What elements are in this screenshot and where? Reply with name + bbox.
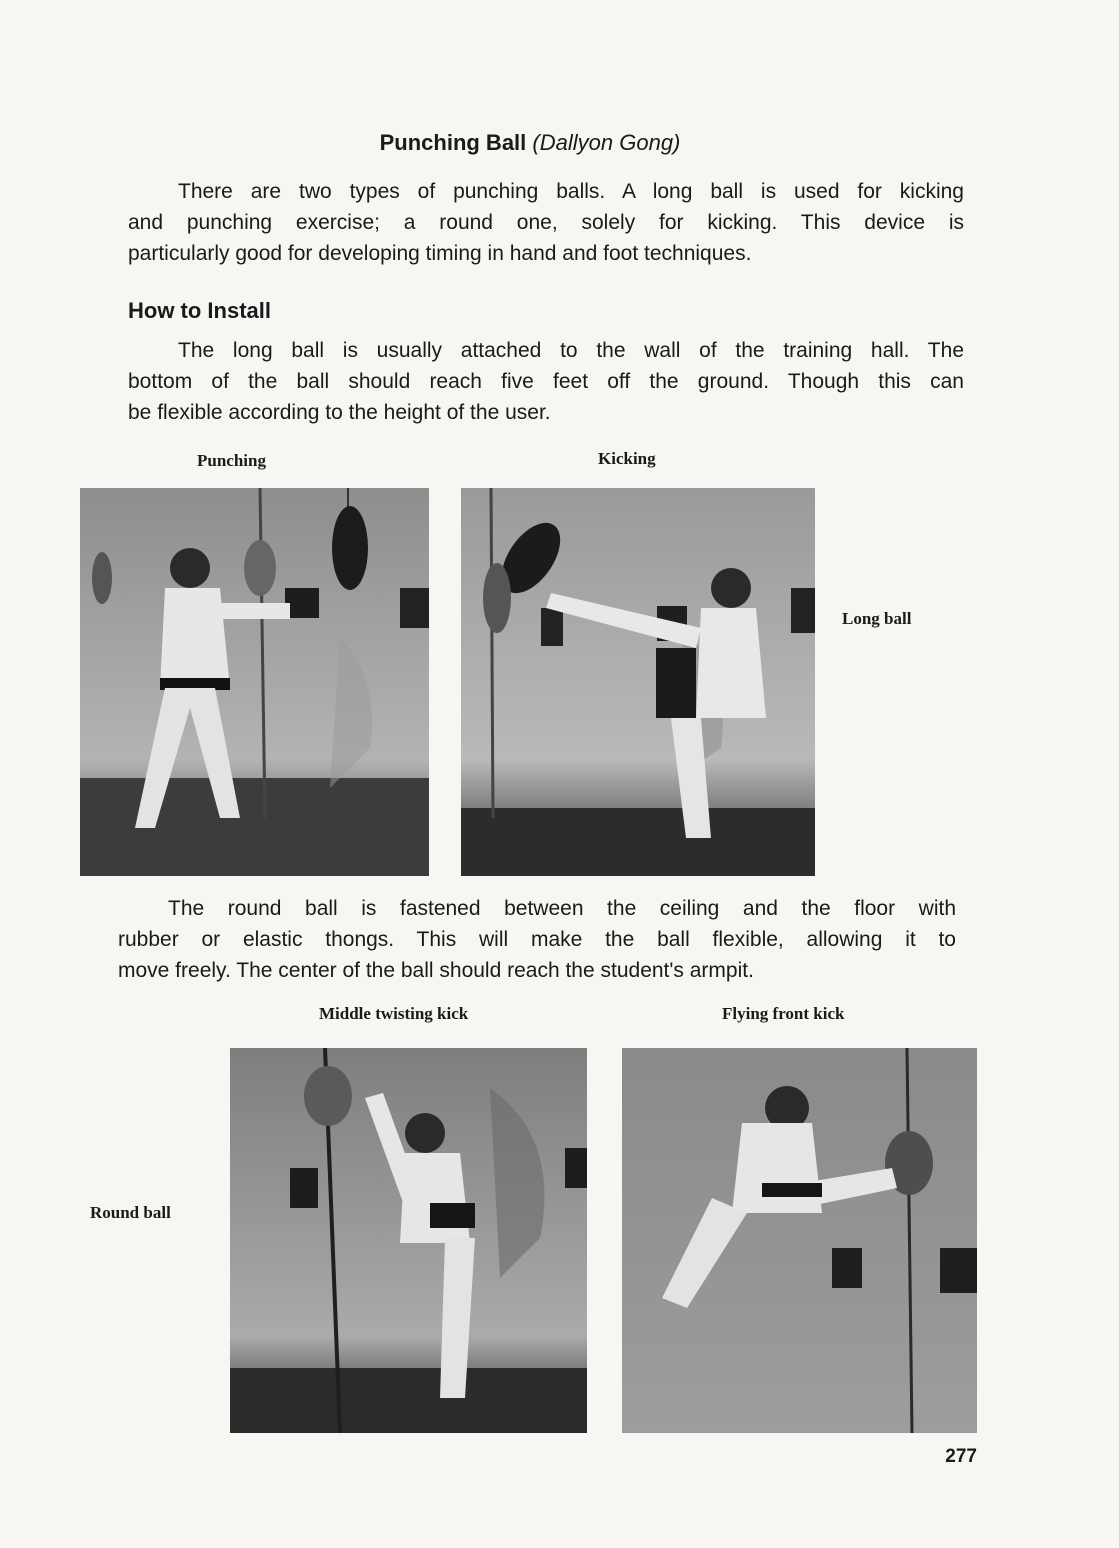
photo-flying-front-kick — [622, 1048, 977, 1433]
label-round-ball: Round ball — [90, 1203, 171, 1222]
intro-line: particularly good for developing timing in hand and foot techniques. — [128, 242, 752, 265]
page-number: 277 — [945, 1446, 977, 1467]
caption-middle-twisting-kick: Middle twisting kick — [319, 1004, 469, 1023]
intro-line: There are two types of punching balls. A long ball is used for kicking — [178, 180, 964, 203]
punching-photo-image — [80, 488, 429, 876]
install-paragraph — [128, 335, 964, 428]
install-line: The long ball is usually attached to the wall of the training hall. The — [178, 339, 964, 362]
title-main: Punching Ball — [379, 130, 527, 155]
kicking-photo-image — [461, 488, 815, 876]
intro-paragraph — [128, 176, 964, 269]
round-line: The round ball is fastened between the ceiling and the floor with — [168, 897, 956, 920]
photo-middle-twisting-kick — [230, 1048, 587, 1433]
round-line: move freely. The center of the ball should reach the student's armpit. — [118, 959, 754, 982]
install-line: be flexible according to the height of the user. — [128, 401, 551, 424]
section-heading: How to Install — [128, 298, 271, 323]
install-line: bottom of the ball should reach five feet off the ground. Though this can — [128, 370, 964, 393]
middle-twisting-kick-image — [230, 1048, 587, 1433]
caption-flying-front-kick: Flying front kick — [722, 1004, 845, 1023]
round-paragraph — [118, 893, 956, 986]
photo-kicking — [461, 488, 815, 876]
round-line: rubber or elastic thongs. This will make the ball flexible, allowing it to — [118, 928, 956, 951]
intro-line: and punching exercise; a round one, solely for kicking. This device is — [128, 211, 964, 234]
photo-punching — [80, 488, 429, 876]
flying-front-kick-image — [622, 1048, 977, 1433]
title-sub: (Dallyon Gong) — [532, 130, 681, 155]
label-long-ball: Long ball — [842, 609, 912, 628]
caption-punching: Punching — [197, 451, 266, 470]
caption-kicking: Kicking — [598, 449, 656, 468]
page-title — [0, 130, 1060, 156]
